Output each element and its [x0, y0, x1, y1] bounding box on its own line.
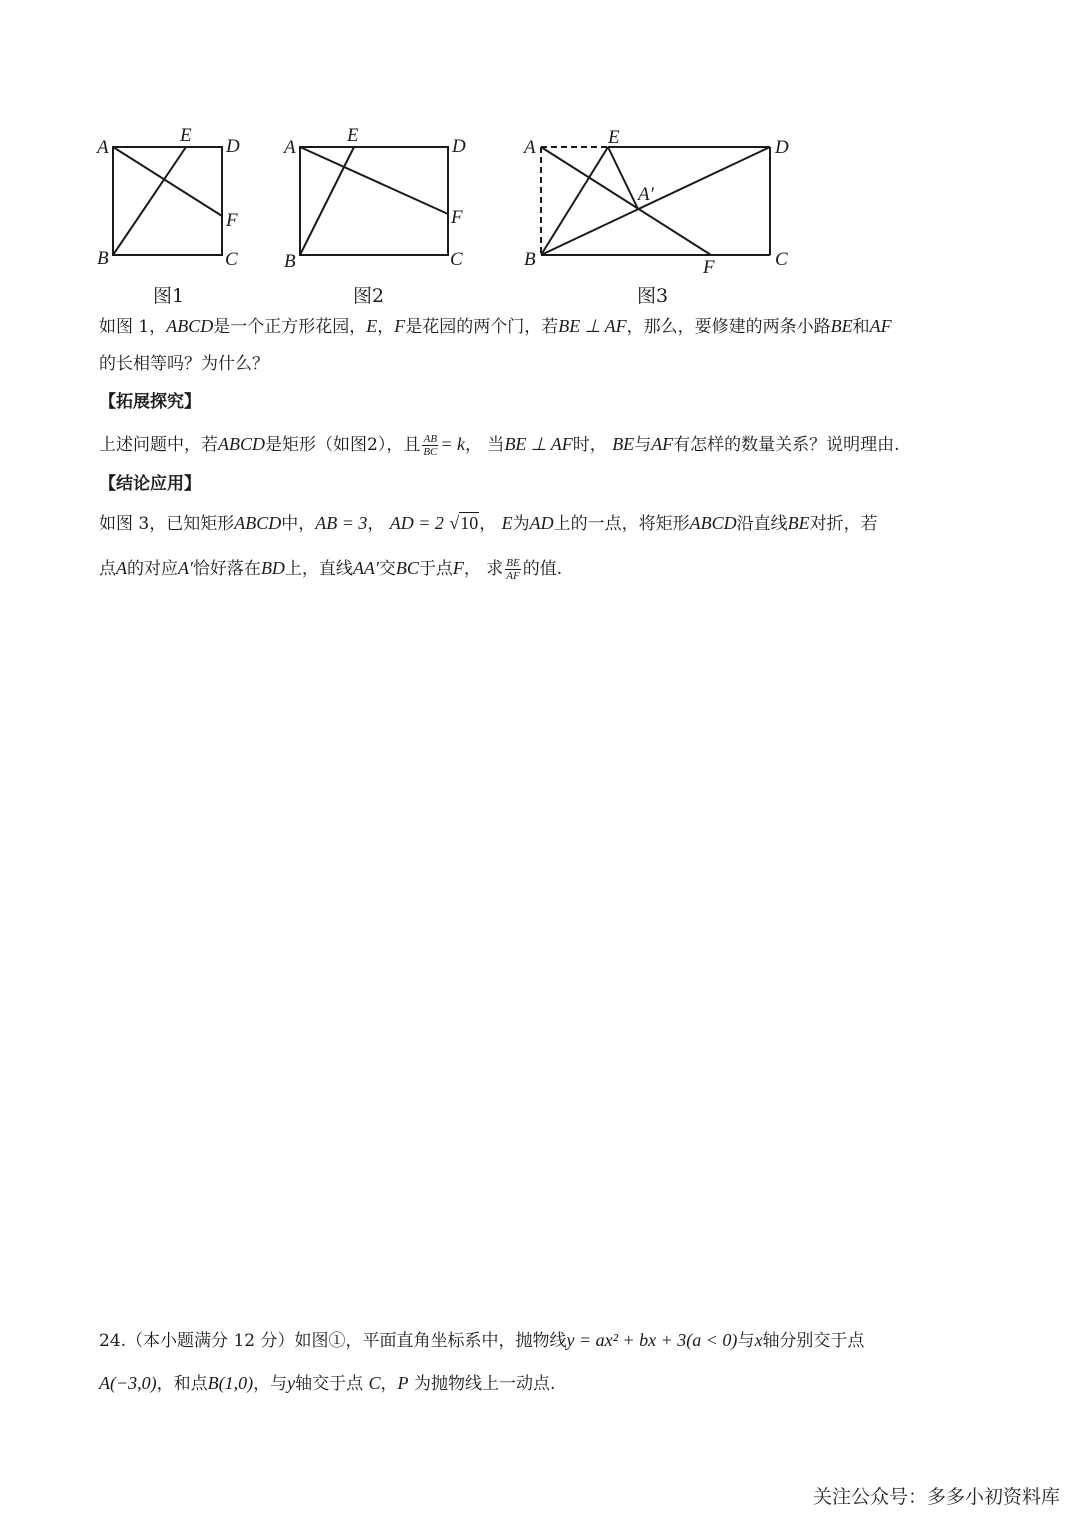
text: ，与 [253, 1374, 288, 1394]
text: 有怎样的数量关系？说明理由. [673, 435, 900, 455]
fig2-label-c: C [450, 249, 463, 270]
text: 时， [572, 435, 613, 455]
text: ， [377, 317, 395, 337]
text: ，和点 [156, 1374, 208, 1394]
math: A′ [178, 558, 193, 578]
math: AA′ [352, 558, 379, 578]
math: AD [529, 513, 554, 533]
text: 恰好落在 [192, 559, 261, 579]
fig1-line-be [113, 147, 186, 255]
math: ABCD [166, 316, 214, 336]
fig1-label-b: B [97, 248, 109, 269]
fig2-label-e: E [347, 125, 359, 146]
problem-text-line-1 [99, 314, 892, 339]
text: 和 [852, 317, 870, 337]
figure-2 [300, 147, 448, 255]
text: 为 [512, 514, 530, 534]
text: 上，直线 [284, 559, 353, 579]
apply-text-line-1 [99, 511, 878, 536]
heading-apply: 【结论应用】 [99, 474, 201, 494]
text: 是一个正方形花园， [213, 317, 367, 337]
text: 的对应 [127, 559, 178, 579]
numerator: AB [423, 433, 438, 445]
text: 轴交于点 [295, 1374, 369, 1394]
math: x [754, 1330, 763, 1350]
math: y [287, 1373, 296, 1393]
math: BE [787, 513, 810, 533]
text: 为抛物线上一动点. [408, 1374, 556, 1394]
math: BC [395, 558, 419, 578]
figure-1 [113, 147, 222, 255]
math: ABCD [234, 513, 282, 533]
text: 点 [99, 559, 116, 579]
apply-text-line-2 [99, 556, 562, 582]
text: 中， [281, 514, 316, 534]
text: 如图 3，已知矩形 [99, 514, 235, 534]
math: y = ax² + bx + 3(a < 0) [566, 1330, 738, 1350]
math: B(1,0) [207, 1373, 254, 1393]
fig3-label-e: E [608, 127, 620, 148]
fig3-label-a-prime: A′ [638, 184, 654, 205]
fig1-label-e: E [180, 125, 192, 146]
text: 是花园的两个门，若 [405, 317, 559, 337]
math: F [452, 558, 464, 578]
text: ， [479, 514, 502, 534]
math: C [368, 1373, 381, 1393]
fig3-line-af [541, 147, 711, 255]
math: = k [440, 434, 466, 454]
watermark: 关注公众号：多多小初资料库 [812, 1486, 1060, 1508]
text: 于点 [418, 559, 453, 579]
fig3-label-b: B [524, 249, 536, 270]
text: 交 [378, 559, 396, 579]
fig2-label-b: B [284, 251, 296, 272]
fig2-line-be [300, 147, 354, 255]
math: AD = 2 [389, 513, 444, 533]
expand-text [99, 432, 900, 458]
fig1-label-f: F [226, 210, 238, 231]
math: BE [830, 316, 853, 336]
math: E [366, 316, 378, 336]
fig1-label-d: D [226, 136, 240, 157]
fig2-label-a: A [284, 137, 296, 158]
math: BD [260, 558, 285, 578]
fig1-square [113, 147, 222, 255]
math: P [397, 1373, 409, 1393]
geometry-figures [0, 0, 1080, 300]
denominator: AF [506, 570, 520, 582]
fig3-label-f: F [703, 257, 715, 278]
text: 上的一点，将矩形 [553, 514, 690, 534]
math: AF [869, 316, 892, 336]
text: 沿直线 [736, 514, 788, 534]
math: AB = 3 [315, 513, 368, 533]
text: ， [380, 1374, 398, 1394]
fig2-rectangle [300, 147, 448, 255]
fig1-line-af [113, 147, 222, 216]
text: 是矩形（如图2），且 [265, 435, 421, 455]
fig1-caption: 图1 [153, 285, 185, 307]
math: E [501, 513, 513, 533]
problem-text-line-2: 的长相等吗？为什么？ [99, 354, 269, 374]
text: 如图 1， [99, 317, 167, 337]
fig2-line-af [300, 147, 448, 214]
math: A(−3,0) [99, 1373, 157, 1393]
fig1-label-a: A [97, 137, 109, 158]
fig3-label-d: D [775, 137, 789, 158]
fig2-label-f: F [451, 207, 463, 228]
math: ABCD [218, 434, 265, 454]
math: BE [612, 434, 635, 454]
text: 轴分别交于点 [762, 1331, 865, 1351]
math: BE ⊥ AF [504, 434, 573, 454]
text: ， 求 [463, 559, 504, 579]
sqrt-10: √10 [449, 513, 479, 533]
fig1-label-c: C [225, 249, 238, 270]
math: F [394, 316, 406, 336]
figure-3 [541, 147, 770, 255]
fraction-be-af [505, 557, 520, 582]
text: 与 [634, 435, 652, 455]
text: 24.（本小题满分 12 分）如图①，平面直角坐标系中，抛物线 [99, 1331, 567, 1351]
radicand: 10 [460, 513, 479, 533]
numerator: BE [506, 557, 520, 569]
math: ABCD [689, 513, 737, 533]
fig3-label-a: A [524, 137, 536, 158]
q24-line-1 [99, 1328, 864, 1353]
fig3-caption: 图3 [637, 285, 669, 307]
math: BE ⊥ AF [558, 316, 627, 336]
denominator: BC [423, 446, 438, 458]
fig2-label-d: D [452, 136, 466, 157]
heading-expand: 【拓展探究】 [99, 392, 201, 412]
math: A [116, 558, 127, 578]
text: 上述问题中，若 [99, 435, 218, 455]
text: 对折，若 [809, 514, 878, 534]
text: ， 当 [465, 435, 505, 455]
text: 与 [737, 1331, 755, 1351]
q24-line-2 [99, 1371, 555, 1396]
fig3-label-c: C [775, 249, 788, 270]
math: AF [651, 434, 674, 454]
text: ，那么，要修建的两条小路 [626, 317, 831, 337]
text: 的值. [522, 559, 563, 579]
fraction-ab-bc [422, 433, 438, 458]
text: ， [367, 514, 390, 534]
fig2-caption: 图2 [353, 285, 385, 307]
